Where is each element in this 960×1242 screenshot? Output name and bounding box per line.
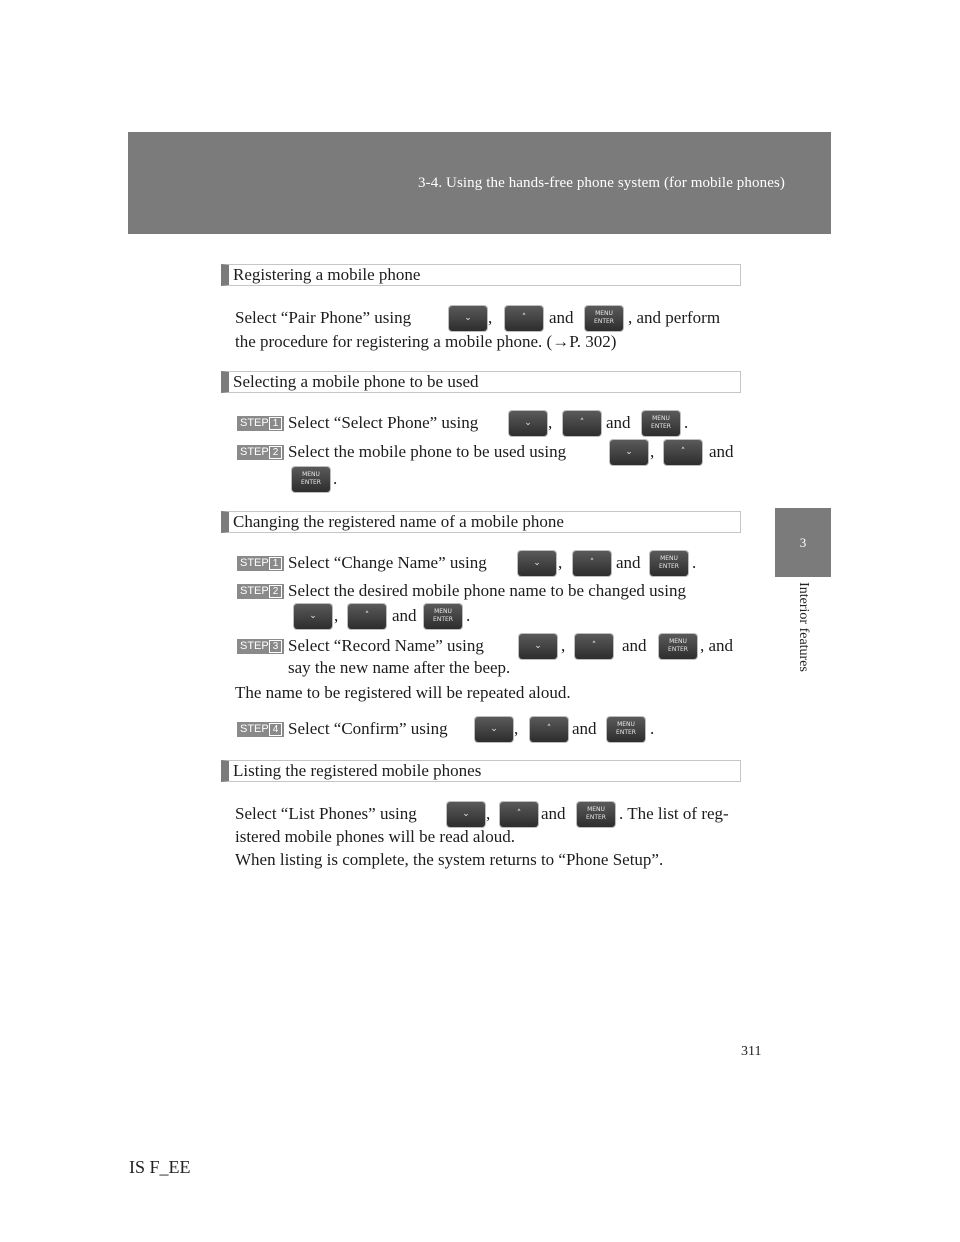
text-end: . — [333, 469, 338, 488]
down-button-icon: ⌄ — [475, 717, 513, 742]
section-heading: Changing the registered name of a mobile phone — [221, 511, 741, 533]
text-sep: , — [548, 413, 553, 432]
menu-enter-button-icon — [607, 717, 645, 742]
menu-enter-button-icon — [585, 306, 623, 331]
text-and: and — [541, 804, 566, 823]
text-and: and — [549, 308, 574, 327]
enter-label: ENTER — [586, 814, 606, 821]
text-sep: , — [561, 636, 566, 655]
text-sep: , — [558, 553, 563, 572]
step-badge — [237, 639, 284, 654]
enter-label: ENTER — [433, 616, 453, 623]
up-button-icon: ˄ — [348, 604, 386, 629]
step-badge — [237, 556, 284, 571]
enter-label: ENTER — [668, 646, 688, 653]
up-button-icon: ˄ — [500, 802, 538, 827]
step-number: 3 — [269, 640, 282, 653]
step-text: Select “Record Name” using — [288, 636, 484, 655]
step-label: STEP — [240, 640, 269, 652]
step-number: 1 — [269, 417, 282, 430]
down-button-icon: ⌄ — [509, 411, 547, 436]
note-text: The name to be registered will be repeated aloud. — [235, 683, 571, 702]
menu-enter-button-icon — [424, 604, 462, 629]
step-text: Select “Confirm” using — [288, 719, 448, 738]
step-text: Select “Change Name” using — [288, 553, 487, 572]
menu-label: MENU — [587, 806, 605, 813]
down-button-icon: ⌄ — [519, 634, 557, 659]
text-sep: , — [486, 804, 491, 823]
enter-label: ENTER — [651, 423, 671, 430]
step-number: 2 — [269, 446, 282, 459]
text-end: . — [466, 606, 471, 625]
text-end: , and — [700, 636, 734, 655]
text-end: . — [692, 553, 697, 572]
step-badge — [237, 584, 284, 599]
text-sep: , — [514, 719, 519, 738]
down-button-icon: ⌄ — [449, 306, 487, 331]
menu-label: MENU — [617, 721, 635, 728]
step-badge — [237, 445, 284, 460]
step-text: Select the desired mobile phone name to be changed using — [288, 581, 686, 600]
text-line: the procedure for registering a mobile phone. (→P. 302) — [235, 332, 617, 351]
down-button-icon: ⌄ — [610, 440, 648, 465]
menu-enter-button-icon — [642, 411, 680, 436]
down-button-icon: ⌄ — [518, 551, 556, 576]
text-and: and — [709, 442, 734, 461]
text-end: . — [684, 413, 689, 432]
step-text: Select the mobile phone to be used using — [288, 442, 567, 461]
menu-label: MENU — [669, 638, 687, 645]
menu-label: MENU — [660, 555, 678, 562]
side-label-text: Interior features — [796, 582, 811, 672]
up-button-icon: ˄ — [664, 440, 702, 465]
step-label: STEP — [240, 723, 269, 735]
menu-enter-button-icon — [292, 467, 330, 492]
text-and: and — [392, 606, 417, 625]
up-button-icon: ˄ — [505, 306, 543, 331]
enter-label: ENTER — [616, 729, 636, 736]
down-button-icon: ⌄ — [447, 802, 485, 827]
text-line: , and perform — [628, 308, 721, 327]
section-heading: Listing the registered mobile phones — [221, 760, 741, 782]
text-line: istered mobile phones will be read aloud. — [235, 827, 515, 846]
up-button-icon: ˄ — [563, 411, 601, 436]
text-sep: , — [650, 442, 655, 461]
section-heading: Selecting a mobile phone to be used — [221, 371, 741, 393]
text-sep: , — [334, 606, 339, 625]
text-line: . The list of reg- — [619, 804, 729, 823]
chapter-number-tab: 3 — [775, 508, 831, 577]
step-number: 2 — [269, 585, 282, 598]
footer-code: IS F_EE — [129, 1157, 191, 1177]
text-and: and — [616, 553, 641, 572]
menu-enter-button-icon — [659, 634, 697, 659]
text-and: and — [572, 719, 597, 738]
text-line: When listing is complete, the system returns to “Phone Setup”. — [235, 850, 664, 869]
step-text: say the new name after the beep. — [288, 658, 511, 677]
enter-label: ENTER — [659, 563, 679, 570]
step-label: STEP — [240, 557, 269, 569]
menu-label: MENU — [595, 310, 613, 317]
menu-label: MENU — [652, 415, 670, 422]
step-label: STEP — [240, 417, 269, 429]
menu-enter-button-icon — [650, 551, 688, 576]
text-sep: , — [488, 308, 493, 327]
step-badge — [237, 416, 284, 431]
menu-label: MENU — [302, 471, 320, 478]
menu-enter-button-icon — [577, 802, 615, 827]
chapter-title: 3-4. Using the hands-free phone system (for mobile phones) — [418, 175, 785, 191]
enter-label: ENTER — [594, 318, 614, 325]
up-button-icon: ˄ — [575, 634, 613, 659]
text-and: and — [622, 636, 647, 655]
text-line: Select “Pair Phone” using — [235, 308, 412, 327]
menu-label: MENU — [434, 608, 452, 615]
step-label: STEP — [240, 585, 269, 597]
section-heading: Registering a mobile phone — [221, 264, 741, 286]
text-and: and — [606, 413, 631, 432]
text-end: . — [650, 719, 655, 738]
step-badge — [237, 722, 284, 737]
up-button-icon: ˄ — [573, 551, 611, 576]
down-button-icon: ⌄ — [294, 604, 332, 629]
up-button-icon: ˄ — [530, 717, 568, 742]
text-line: Select “List Phones” using — [235, 804, 417, 823]
step-number: 1 — [269, 557, 282, 570]
enter-label: ENTER — [301, 479, 321, 486]
page-number: 311 — [741, 1044, 762, 1059]
step-text: Select “Select Phone” using — [288, 413, 479, 432]
step-number: 4 — [269, 723, 282, 736]
step-label: STEP — [240, 446, 269, 458]
